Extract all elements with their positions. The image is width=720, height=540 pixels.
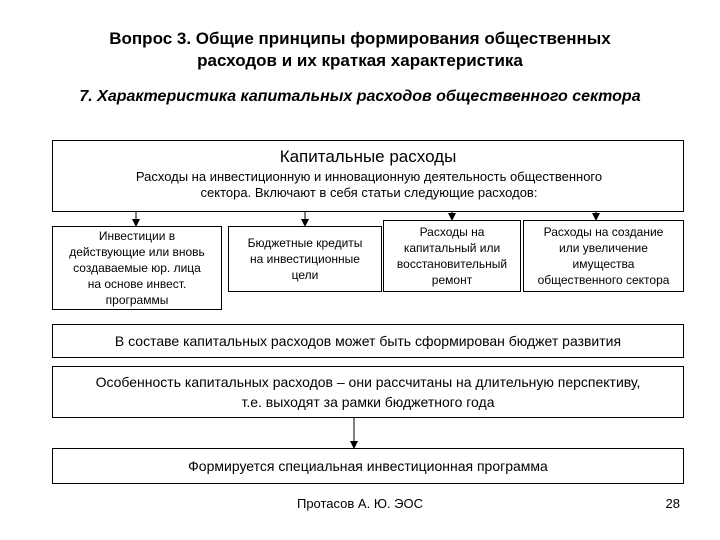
investment-program-box: Формируется специальная инвестиционная программа <box>52 448 684 484</box>
category-line: восстановительный <box>396 257 508 271</box>
category-line: создаваемые юр. лица <box>73 261 201 275</box>
category-line: программы <box>105 293 169 307</box>
category-line: действующие или вновь <box>69 245 205 259</box>
slide-title-line1: Вопрос 3. Общие принципы формирования общественных <box>109 29 611 48</box>
capital-expenses-title: Капитальные расходы <box>279 147 457 166</box>
category-investments <box>52 226 222 310</box>
capital-expenses-description <box>71 169 667 201</box>
footer-author: Протасов А. Ю. ЭОС <box>296 496 424 511</box>
feature-line2: т.е. выходят за рамки бюджетного года <box>241 394 495 410</box>
category-line: на основе инвест. <box>87 277 187 291</box>
slide-title-line2: расходов и их краткая характеристика <box>197 51 523 70</box>
description-line1: Расходы на инвестиционную и инновационную деятельность общественного <box>135 169 603 184</box>
category-line: цели <box>291 268 319 282</box>
category-line: имущества <box>572 257 635 271</box>
feature-box <box>52 366 684 418</box>
category-line: Расходы на создание <box>543 225 664 239</box>
category-budget-credits <box>228 226 382 292</box>
category-property-expenses <box>523 220 684 292</box>
category-line: Инвестиции в <box>98 229 176 243</box>
category-repair-expenses <box>383 220 521 292</box>
category-line: на инвестиционные <box>250 252 360 266</box>
category-line: или увеличение <box>559 241 648 255</box>
category-line: общественного сектора <box>537 273 670 287</box>
feature-line1: Особенность капитальных расходов – они рассчитаны на длительную перспективу, <box>95 374 641 390</box>
development-budget-box: В составе капитальных расходов может быть сформирован бюджет развития <box>52 324 684 358</box>
category-line: Бюджетные кредиты <box>247 236 363 250</box>
slide-subtitle: 7. Характеристика капитальных расходов общественного сектора <box>79 88 641 105</box>
capital-expenses-box <box>52 140 684 212</box>
category-line: ремонт <box>431 273 473 287</box>
description-line2: сектора. Включают в себя статьи следующие расходов: <box>200 185 538 200</box>
category-line: Расходы на <box>419 225 485 239</box>
category-line: капитальный или <box>403 241 501 255</box>
page-number: 28 <box>665 496 680 511</box>
